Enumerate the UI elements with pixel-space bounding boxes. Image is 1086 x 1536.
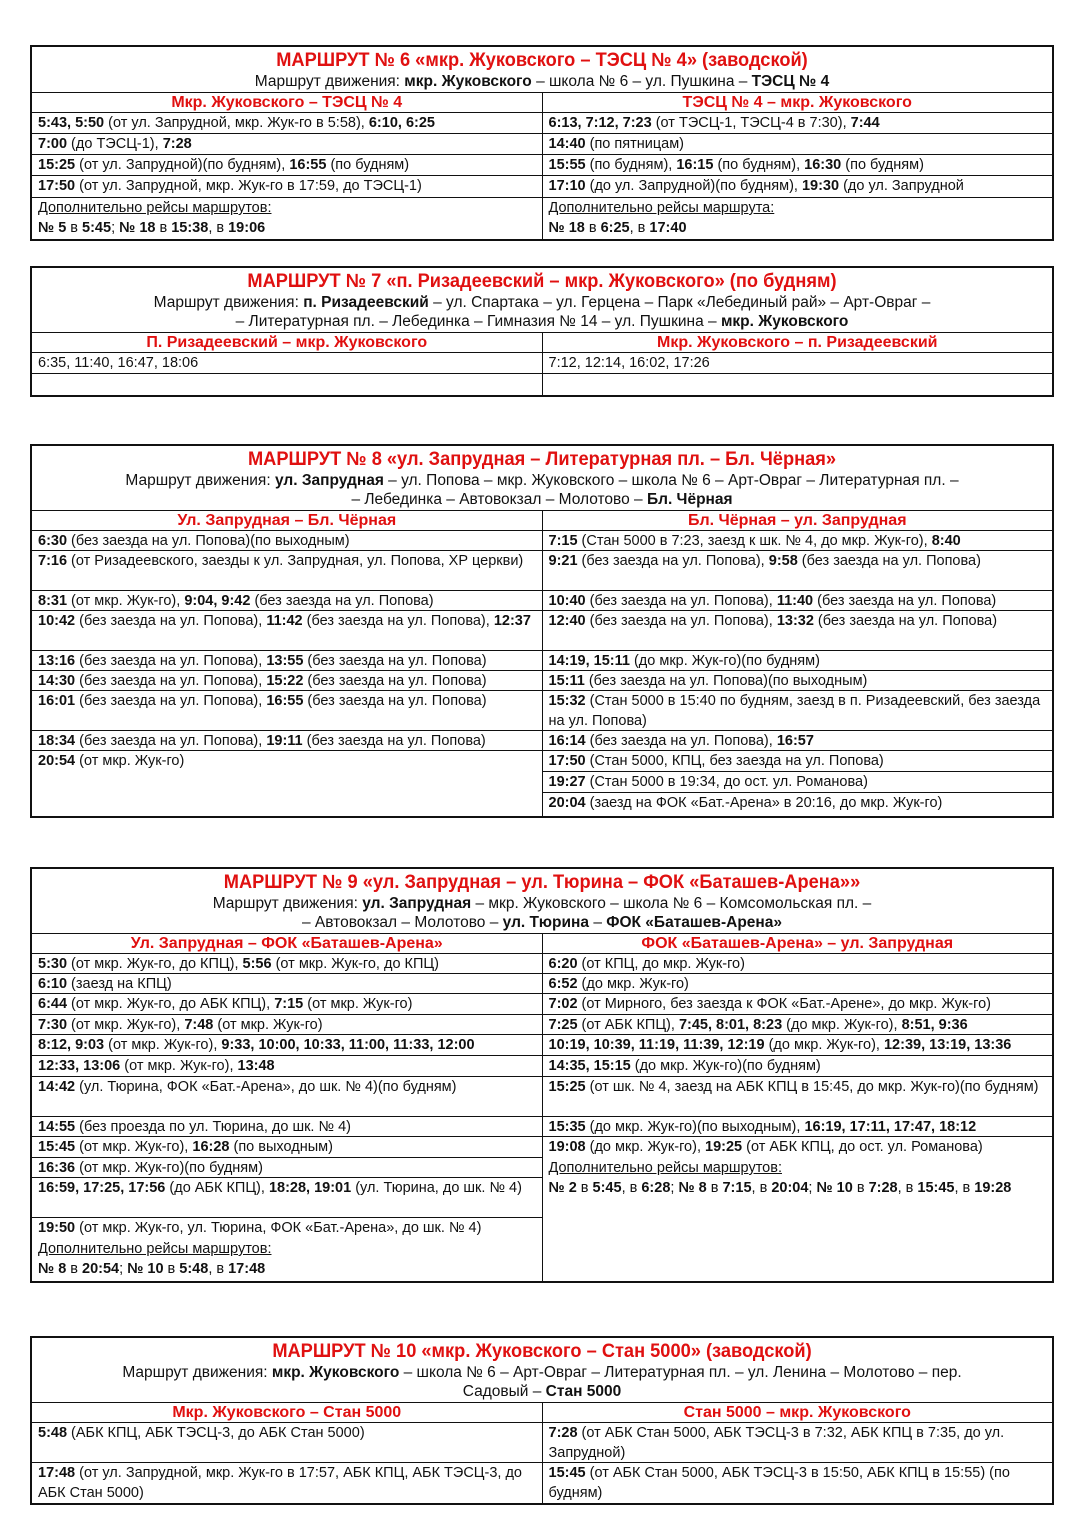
schedule-row: 6:30 (без заезда на ул. Попова)(по выходным) — [32, 531, 542, 551]
schedule-row — [32, 374, 542, 395]
route-6-forward-extra — [32, 197, 542, 239]
route-8-col-forward — [32, 511, 542, 816]
schedule-row: 20:04 (заезд на ФОК «Бат.-Арена» в 20:16, до мкр. Жук-го) — [548, 795, 943, 811]
route-10-path-line-1: Маршрут движения: мкр. Жуковского – школа № 6 – Арт-Овраг – Литературная пл. – ул. Ленина – Молотово – пер. — [122, 1364, 962, 1381]
schedule-row: 7:25 (от АБК КПЦ), 7:45, 8:01, 8:23 (до мкр. Жук-го), 8:51, 9:36 — [543, 1015, 1053, 1035]
schedule-row: 16:59, 17:25, 17:56 (до АБК КПЦ), 18:28, 19:01 (ул. Тюрина, до шк. № 4) — [32, 1178, 542, 1218]
route-7-title: МАРШРУТ № 7 «п. Ризадеевский – мкр. Жуковского» (по будням) — [247, 271, 837, 292]
schedule-row: 8:12, 9:03 (от мкр. Жук-го), 9:33, 10:00, 10:33, 11:00, 11:33, 12:00 — [32, 1035, 542, 1056]
schedule-row: 10:42 (без заезда на ул. Попова), 11:42 (без заезда на ул. Попова), 12:37 — [32, 611, 542, 651]
extra-label: Дополнительно рейсы маршрутов: — [548, 1160, 782, 1176]
route-10-backward-header: Стан 5000 – мкр. Жуковского — [543, 1403, 1053, 1423]
schedule-row: 7:12, 12:14, 16:02, 17:26 — [543, 353, 1053, 374]
route-6-block — [30, 45, 1054, 241]
extra-label: Дополнительно рейсы маршрутов: — [38, 200, 272, 216]
route-8-header — [32, 446, 1052, 511]
schedule-row: 14:42 (ул. Тюрина, ФОК «Бат.-Арена», до шк. № 4)(по будням) — [32, 1077, 542, 1117]
schedule-row: 12:40 (без заезда на ул. Попова), 13:32 (без заезда на ул. Попова) — [543, 611, 1053, 651]
route-6-title: МАРШРУТ № 6 «мкр. Жуковского – ТЭСЦ № 4» (заводской) — [276, 50, 808, 71]
route-9-header — [32, 869, 1052, 934]
route-10-header — [32, 1338, 1052, 1403]
schedule-row: 14:30 (без заезда на ул. Попова), 15:22 (без заезда на ул. Попова) — [32, 671, 542, 691]
route-6-forward-header: Мкр. Жуковского – ТЭСЦ № 4 — [32, 93, 542, 113]
route-7-col-forward — [32, 333, 542, 395]
route-9-title: МАРШРУТ № 9 «ул. Запрудная – ул. Тюрина – ФОК «Баташев-Арена»» — [223, 872, 861, 893]
schedule-row: 20:54 (от мкр. Жук-го) — [38, 753, 185, 769]
schedule-row: 12:33, 13:06 (от мкр. Жук-го), 13:48 — [32, 1056, 542, 1077]
route-10-path-line-2: Садовый – Стан 5000 — [462, 1383, 622, 1400]
route-9-backward-header: ФОК «Баташев-Арена» – ул. Запрудная — [543, 934, 1053, 954]
schedule-row: 10:19, 10:39, 11:19, 11:39, 12:19 (до мкр. Жук-го), 12:39, 13:19, 13:36 — [543, 1035, 1053, 1056]
route-6-path: Маршрут движения: мкр. Жуковского – школа № 6 – ул. Пушкина – ТЭСЦ № 4 — [254, 73, 830, 90]
route-7-path-line-2: – Литературная пл. – Лебединка – Гимназия № 14 – ул. Пушкина – мкр. Жуковского — [235, 313, 849, 330]
schedule-row: 14:55 (без проезда по ул. Тюрина, до шк. № 4) — [32, 1117, 542, 1137]
route-8-path-line-2: – Лебединка – Автовокзал – Молотово – Бл. Чёрная — [351, 491, 733, 508]
schedule-row: 10:40 (без заезда на ул. Попова), 11:40 (без заезда на ул. Попова) — [543, 591, 1053, 611]
route-8-title: МАРШРУТ № 8 «ул. Запрудная – Литературная пл. – Бл. Чёрная» — [247, 449, 837, 470]
schedule-row: 5:30 (от мкр. Жук-го, до КПЦ), 5:56 (от мкр. Жук-го, до КПЦ) — [32, 954, 542, 974]
schedule-row: 15:35 (до мкр. Жук-го)(по выходным), 16:19, 17:11, 17:47, 18:12 — [543, 1117, 1053, 1137]
schedule-row: 5:48 (АБК КПЦ, АБК ТЭСЦ-3, до АБК Стан 5000) — [32, 1423, 542, 1463]
schedule-row: 14:19, 15:11 (до мкр. Жук-го)(по будням) — [543, 651, 1053, 671]
schedule-row: 7:15 (Стан 5000 в 7:23, заезд к шк. № 4, до мкр. Жук-го), 8:40 — [543, 531, 1053, 551]
schedule-row: 7:16 (от Ризадеевского, заезды к ул. Запрудная, ул. Попова, ХР церкви) — [32, 551, 542, 591]
schedule-row: 17:50 (Стан 5000, КПЦ, без заезда на ул. Попова) — [543, 751, 1053, 772]
schedule-row: 6:20 (от КПЦ, до мкр. Жук-го) — [543, 954, 1053, 974]
route-9-col-backward — [542, 934, 1053, 1281]
route-9-block — [30, 867, 1054, 1283]
schedule-row: 6:44 (от мкр. Жук-го, до АБК КПЦ), 7:15 (от мкр. Жук-го) — [32, 994, 542, 1015]
schedule-row: 9:21 (без заезда на ул. Попова), 9:58 (без заезда на ул. Попова) — [543, 551, 1053, 591]
extra-items: № 5 в 5:45; № 18 в 15:38, в 19:06 — [38, 219, 266, 236]
schedule-row: 7:02 (от Мирного, без заезда к ФОК «Бат.-Арене», до мкр. Жук-го) — [543, 994, 1053, 1015]
route-8-backward-header: Бл. Чёрная – ул. Запрудная — [543, 511, 1053, 531]
schedule-row: 16:14 (без заезда на ул. Попова), 16:57 — [543, 731, 1053, 751]
schedule-row: 15:11 (без заезда на ул. Попова)(по выходным) — [543, 671, 1053, 691]
schedule-row: 15:32 (Стан 5000 в 15:40 по будням, заезд в п. Ризадеевский, без заезда на ул. Попова) — [543, 691, 1053, 731]
schedule-row: 5:43, 5:50 (от ул. Запрудной, мкр. Жук-го в 5:58), 6:10, 6:25 — [32, 113, 542, 134]
schedule-row: 6:52 (до мкр. Жук-го) — [543, 974, 1053, 994]
route-6-backward-header: ТЭСЦ № 4 – мкр. Жуковского — [543, 93, 1053, 113]
route-6-header — [32, 47, 1052, 93]
schedule-row — [543, 374, 1053, 395]
route-9-col-forward — [32, 934, 542, 1281]
schedule-row: 7:00 (до ТЭСЦ-1), 7:28 — [32, 134, 542, 155]
route-10-title: МАРШРУТ № 10 «мкр. Жуковского – Стан 5000» (заводской) — [272, 1341, 812, 1362]
schedule-row: 19:27 (Стан 5000 в 19:34, до ост. ул. Романова) — [543, 772, 1053, 793]
route-9-path-line-1: Маршрут движения: ул. Запрудная – мкр. Жуковского – школа № 6 – Комсомольская пл. – — [212, 895, 872, 912]
schedule-row: 15:45 (от АБК Стан 5000, АБК ТЭСЦ-3 в 15:50, АБК КПЦ в 15:55) (по будням) — [548, 1465, 1010, 1501]
route-7-col-backward — [542, 333, 1053, 395]
schedule-row: 8:31 (от мкр. Жук-го), 9:04, 9:42 (без заезда на ул. Попова) — [32, 591, 542, 611]
route-9-forward-extra — [32, 1239, 542, 1281]
route-10-col-forward — [32, 1403, 542, 1503]
extra-items: № 2 в 5:45, в 6:28; № 8 в 7:15, в 20:04; № 10 в 7:28, в 15:45, в 19:28 — [548, 1179, 1012, 1196]
schedule-row: 18:34 (без заезда на ул. Попова), 19:11 (без заезда на ул. Попова) — [32, 731, 542, 751]
schedule-row: 15:25 (от ул. Запрудной)(по будням), 16:55 (по будням) — [32, 155, 542, 176]
schedule-row: 6:35, 11:40, 16:47, 18:06 — [32, 353, 542, 374]
route-6-backward-extra — [543, 197, 1053, 239]
schedule-row: 17:10 (до ул. Запрудной)(по будням), 19:30 (до ул. Запрудной — [548, 178, 964, 194]
schedule-row: 13:16 (без заезда на ул. Попова), 13:55 (без заезда на ул. Попова) — [32, 651, 542, 671]
schedule-row: 16:01 (без заезда на ул. Попова), 16:55 (без заезда на ул. Попова) — [32, 691, 542, 731]
schedule-row: 15:25 (от шк. № 4, заезд на АБК КПЦ в 15:45, до мкр. Жук-го)(по будням) — [543, 1077, 1053, 1117]
schedule-row: 14:35, 15:15 (до мкр. Жук-го)(по будням) — [543, 1056, 1053, 1077]
route-6-col-forward — [32, 93, 542, 239]
schedule-row: 17:48 (от ул. Запрудной, мкр. Жук-го в 17:57, АБК КПЦ, АБК ТЭСЦ-3, до АБК Стан 5000) — [38, 1465, 522, 1501]
route-9-forward-header: Ул. Запрудная – ФОК «Баташев-Арена» — [32, 934, 542, 954]
route-7-path-line-1: Маршрут движения: п. Ризадеевский – ул. Спартака – ул. Герцена – Парк «Лебединый рай» – Арт-Овраг – — [153, 294, 931, 311]
schedule-row: 7:30 (от мкр. Жук-го), 7:48 (от мкр. Жук-го) — [32, 1015, 542, 1035]
route-9-path-line-2: – Автовокзал – Молотово – ул. Тюрина – ФОК «Баташев-Арена» — [301, 914, 783, 931]
extra-label: Дополнительно рейсы маршрута: — [548, 200, 775, 216]
extra-items: № 18 в 6:25, в 17:40 — [548, 219, 687, 236]
route-7-forward-header: П. Ризадеевский – мкр. Жуковского — [32, 333, 542, 353]
schedule-row: 19:08 (до мкр. Жук-го), 19:25 (от АБК КПЦ, до ост. ул. Романова) — [548, 1139, 983, 1155]
extra-label: Дополнительно рейсы маршрутов: — [38, 1241, 272, 1257]
schedule-row: 17:50 (от ул. Запрудной, мкр. Жук-го в 17:59, до ТЭСЦ-1) — [38, 178, 422, 194]
route-9-backward-extra — [543, 1158, 1053, 1198]
schedule-row: 16:36 (от мкр. Жук-го)(по будням) — [32, 1158, 542, 1178]
route-7-backward-header: Мкр. Жуковского – п. Ризадеевский — [543, 333, 1053, 353]
schedule-row: 15:45 (от мкр. Жук-го), 16:28 (по выходным) — [32, 1137, 542, 1158]
route-7-header — [32, 268, 1052, 333]
schedule-row: 6:13, 7:12, 7:23 (от ТЭСЦ-1, ТЭСЦ-4 в 7:30), 7:44 — [543, 113, 1053, 134]
route-6-col-backward — [542, 93, 1053, 239]
schedule-row: 14:40 (по пятницам) — [543, 134, 1053, 155]
route-8-forward-header: Ул. Запрудная – Бл. Чёрная — [32, 511, 542, 531]
schedule-row: 6:10 (заезд на КПЦ) — [32, 974, 542, 994]
route-10-block — [30, 1336, 1054, 1505]
route-7-block — [30, 266, 1054, 397]
route-8-block — [30, 444, 1054, 818]
route-8-path-line-1: Маршрут движения: ул. Запрудная – ул. Попова – мкр. Жуковского – школа № 6 – Арт-Овраг – Литературная пл. – — [125, 472, 959, 489]
schedule-row: 19:50 (от мкр. Жук-го, ул. Тюрина, ФОК «Бат.-Арена», до шк. № 4) — [38, 1220, 482, 1236]
schedule-row: 7:28 (от АБК Стан 5000, АБК ТЭСЦ-3 в 7:32, АБК КПЦ в 7:35, до ул. Запрудной) — [543, 1423, 1053, 1463]
route-10-forward-header: Мкр. Жуковского – Стан 5000 — [32, 1403, 542, 1423]
route-8-col-backward — [542, 511, 1053, 816]
schedule-row: 15:55 (по будням), 16:15 (по будням), 16:30 (по будням) — [543, 155, 1053, 176]
route-10-col-backward — [542, 1403, 1053, 1503]
extra-items: № 8 в 20:54; № 10 в 5:48, в 17:48 — [38, 1260, 266, 1277]
